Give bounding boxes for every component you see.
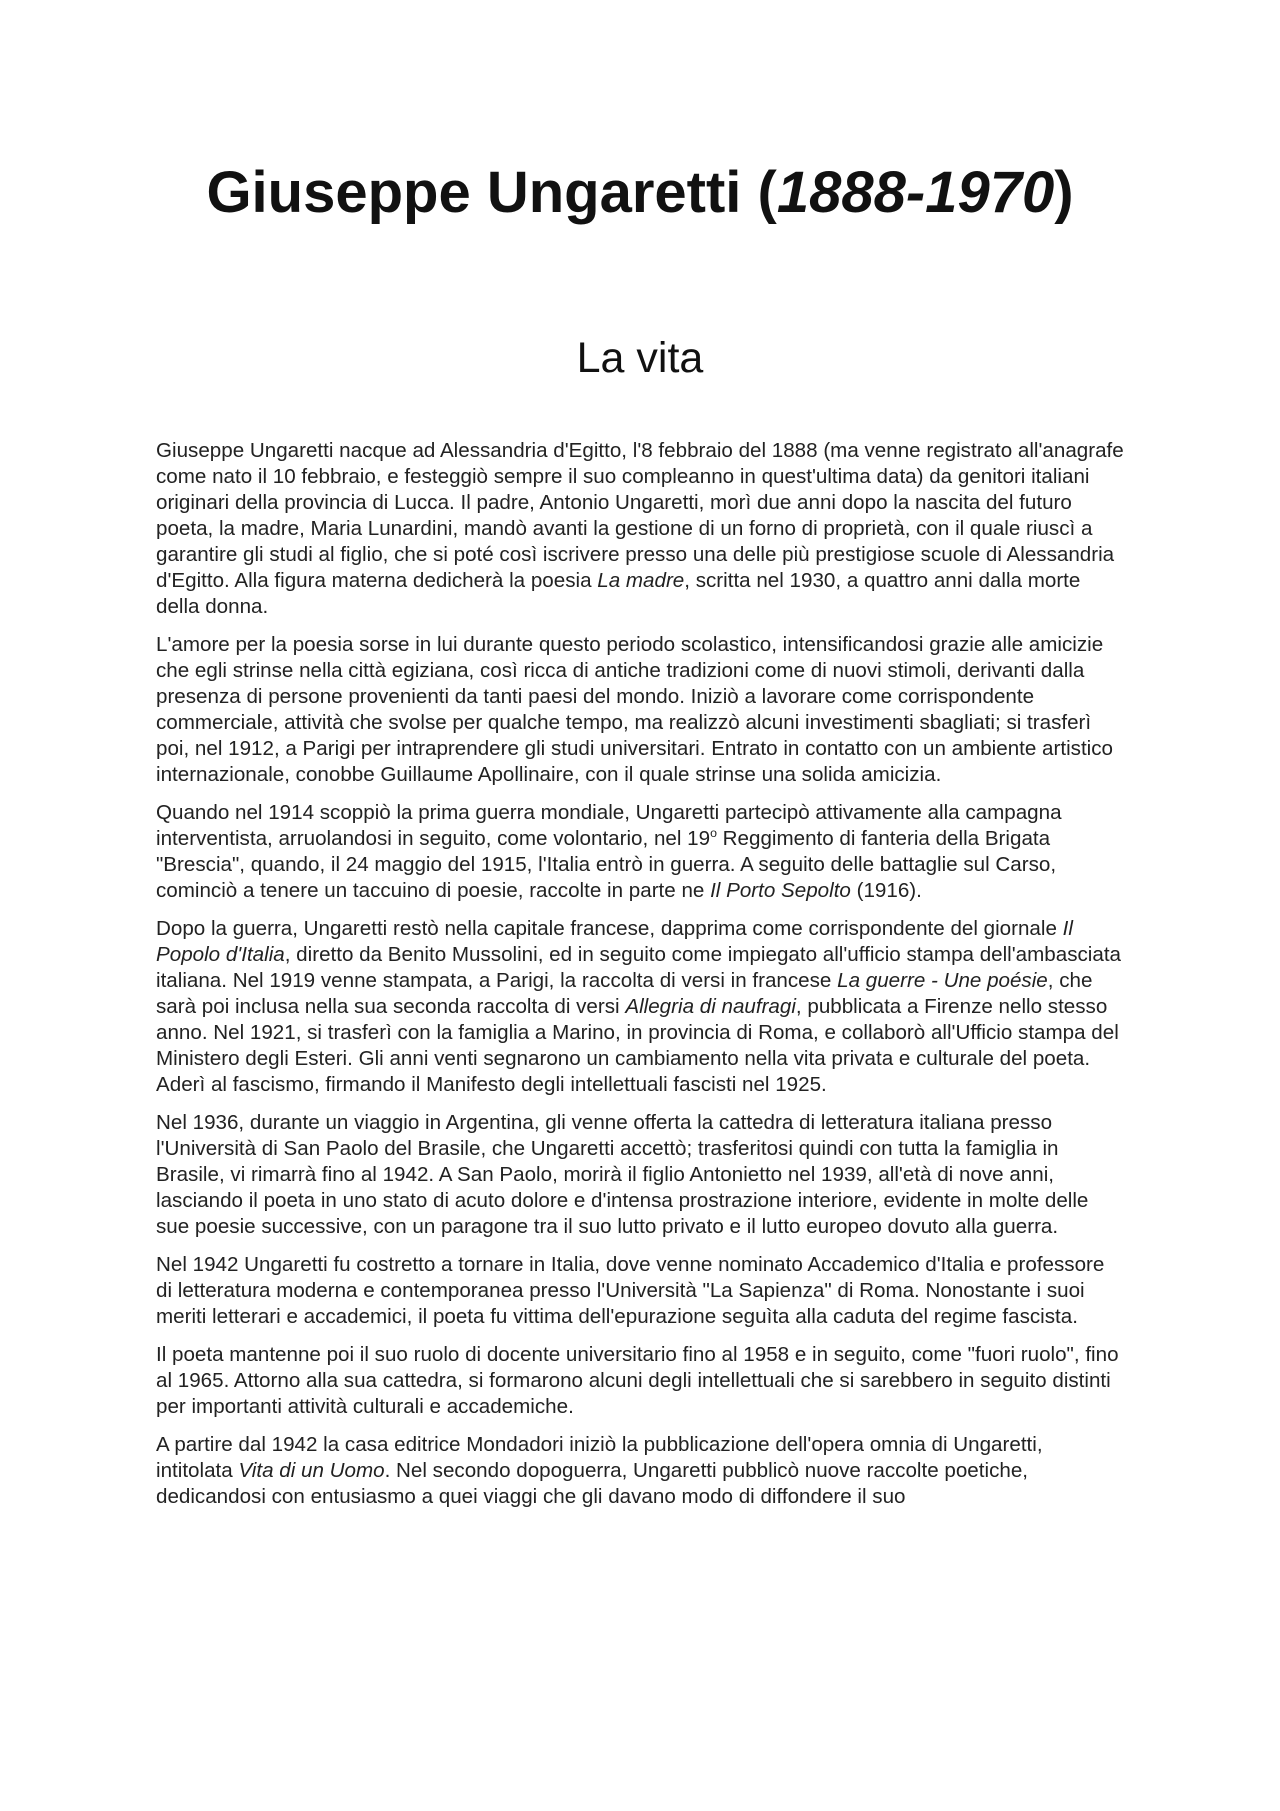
paragraph-text: Il poeta mantenne poi il suo ruolo di docente universitario fino al 1958 e in seguito, come "fuori ruolo", fino al 1965. Attorno alla sua cattedra, si formarono alcuni degli intellettuali che si sarebbero in seguito distinti per importanti attività culturali e accademiche. — [156, 1343, 1119, 1418]
paragraph-2 — [156, 632, 1124, 788]
document-body — [156, 438, 1124, 1522]
work-title: La madre — [597, 569, 685, 592]
paragraph-8 — [156, 1432, 1124, 1510]
paragraph-text: Quando nel 1914 scoppiò la prima guerra mondiale, Ungaretti partecipò attivamente alla campagna interventista, arruolandosi in seguito, come volontario, nel 19 — [156, 801, 1062, 850]
paragraph-text: (1916). — [850, 879, 922, 902]
work-title: Il Porto Sepolto — [710, 879, 851, 902]
paragraph-6 — [156, 1252, 1124, 1330]
work-title: Allegria di naufragi — [625, 995, 796, 1018]
title-name: Giuseppe Ungaretti ( — [206, 160, 777, 225]
work-title: Vita di un Uomo — [238, 1459, 385, 1482]
paragraph-text: , pubblicata a Firenze nello stesso anno. Nel 1921, si trasferì con la famiglia a Marino, in provincia di Roma, e collaborò all'Ufficio stampa del Ministero degli Esteri. Gli anni venti segnarono un cambiamento nella vita privata e culturale del poeta. Aderì al fascismo, firmando il Manifesto degli intellettuali fascisti nel 1925. — [156, 995, 1119, 1096]
paragraph-5 — [156, 1110, 1124, 1240]
title-close: ) — [1054, 160, 1074, 225]
paragraph-text: Nel 1936, durante un viaggio in Argentina, gli venne offerta la cattedra di letteratura italiana presso l'Università di San Paolo del Brasile, che Ungaretti accettò; trasferitosi quindi con tutta la famiglia in Brasile, vi rimarrà fino al 1942. A San Paolo, morirà il figlio Antonietto nel 1939, all'età di nove anni, lasciando il poeta in uno stato di acuto dolore e d'intensa prostrazione interiore, evidente in molte delle sue poesie successive, con un paragone tra il suo lutto privato e il lutto europeo dovuto alla guerra. — [156, 1111, 1089, 1238]
paragraph-1 — [156, 438, 1124, 620]
ordinal-indicator: o — [710, 826, 717, 841]
section-heading: La vita — [576, 334, 704, 382]
paragraph-text: Nel 1942 Ungaretti fu costretto a tornare in Italia, dove venne nominato Accademico d'Italia e professore di letteratura moderna e contemporanea presso l'Università "La Sapienza" di Roma. Nonostante i suoi meriti letterari e accademici, il poeta fu vittima dell'epurazione seguìta alla caduta del regime fascista. — [156, 1253, 1105, 1328]
paragraph-text: . Nel secondo dopoguerra, Ungaretti pubblicò nuove raccolte poetiche, dedicandosi con entusiasmo a quei viaggi che gli davano modo di diffondere il suo — [156, 1459, 1028, 1508]
paragraph-text: Reggimento di fanteria della Brigata "Brescia", quando, il 24 maggio del 1915, l'Italia entrò in guerra. A seguito delle battaglie sul Carso, cominciò a tenere un taccuino di poesie, raccolte in parte ne — [156, 827, 1057, 902]
paragraph-7 — [156, 1342, 1124, 1420]
work-title: Il Popolo d'Italia — [156, 917, 1073, 966]
paragraph-text: L'amore per la poesia sorse in lui durante questo periodo scolastico, intensificandosi grazie alle amicizie che egli strinse nella città egiziana, così ricca di antiche tradizioni come di nuovi stimoli, derivanti dalla presenza di persone provenienti da tanti paesi del mondo. Iniziò a lavorare come corrispondente commerciale, attività che svolse per qualche tempo, ma realizzò alcuni investimenti sbagliati; si trasferì poi, nel 1912, a Parigi per intraprendere gli studi universitari. Entrato in contatto con un ambiente artistico internazionale, conobbe Guillaume Apollinaire, con il quale strinse una solida amicizia. — [156, 633, 1114, 786]
paragraph-text: Dopo la guerra, Ungaretti restò nella capitale francese, dapprima come corrispondente del giornale — [156, 917, 1063, 940]
paragraph-text: , che sarà poi inclusa nella sua seconda raccolta di versi — [156, 969, 1093, 1018]
paragraph-text: Giuseppe Ungaretti nacque ad Alessandria d'Egitto, l'8 febbraio del 1888 (ma venne registrato all'anagrafe come nato il 10 febbraio, e festeggiò sempre il suo compleanno in quest'ultima data) da genitori italiani originari della provincia di Lucca. Il padre, Antonio Ungaretti, morì due anni dopo la nascita del futuro poeta, la madre, Maria Lunardini, mandò avanti la gestione di un forno di proprietà, con il quale riuscì a garantire gli studi al figlio, che si poté così iscrivere presso una delle più prestigiose scuole di Alessandria d'Egitto. Alla figura materna dedicherà la poesia — [156, 439, 1124, 592]
paragraph-3 — [156, 800, 1124, 904]
document-title — [0, 158, 1280, 228]
title-dates: 1888-1970 — [776, 160, 1055, 225]
paragraph-text: A partire dal 1942 la casa editrice Mondadori iniziò la pubblicazione dell'opera omnia di Ungaretti, intitolata — [156, 1433, 1043, 1482]
paragraph-4 — [156, 916, 1124, 1098]
paragraph-text: , scritta nel 1930, a quattro anni dalla morte della donna. — [156, 569, 1081, 618]
paragraph-text: , diretto da Benito Mussolini, ed in seguito come impiegato all'ufficio stampa dell'ambasciata italiana. Nel 1919 venne stampata, a Parigi, la raccolta di versi in francese — [156, 943, 1121, 992]
work-title: La guerre - Une poésie — [837, 969, 1048, 992]
